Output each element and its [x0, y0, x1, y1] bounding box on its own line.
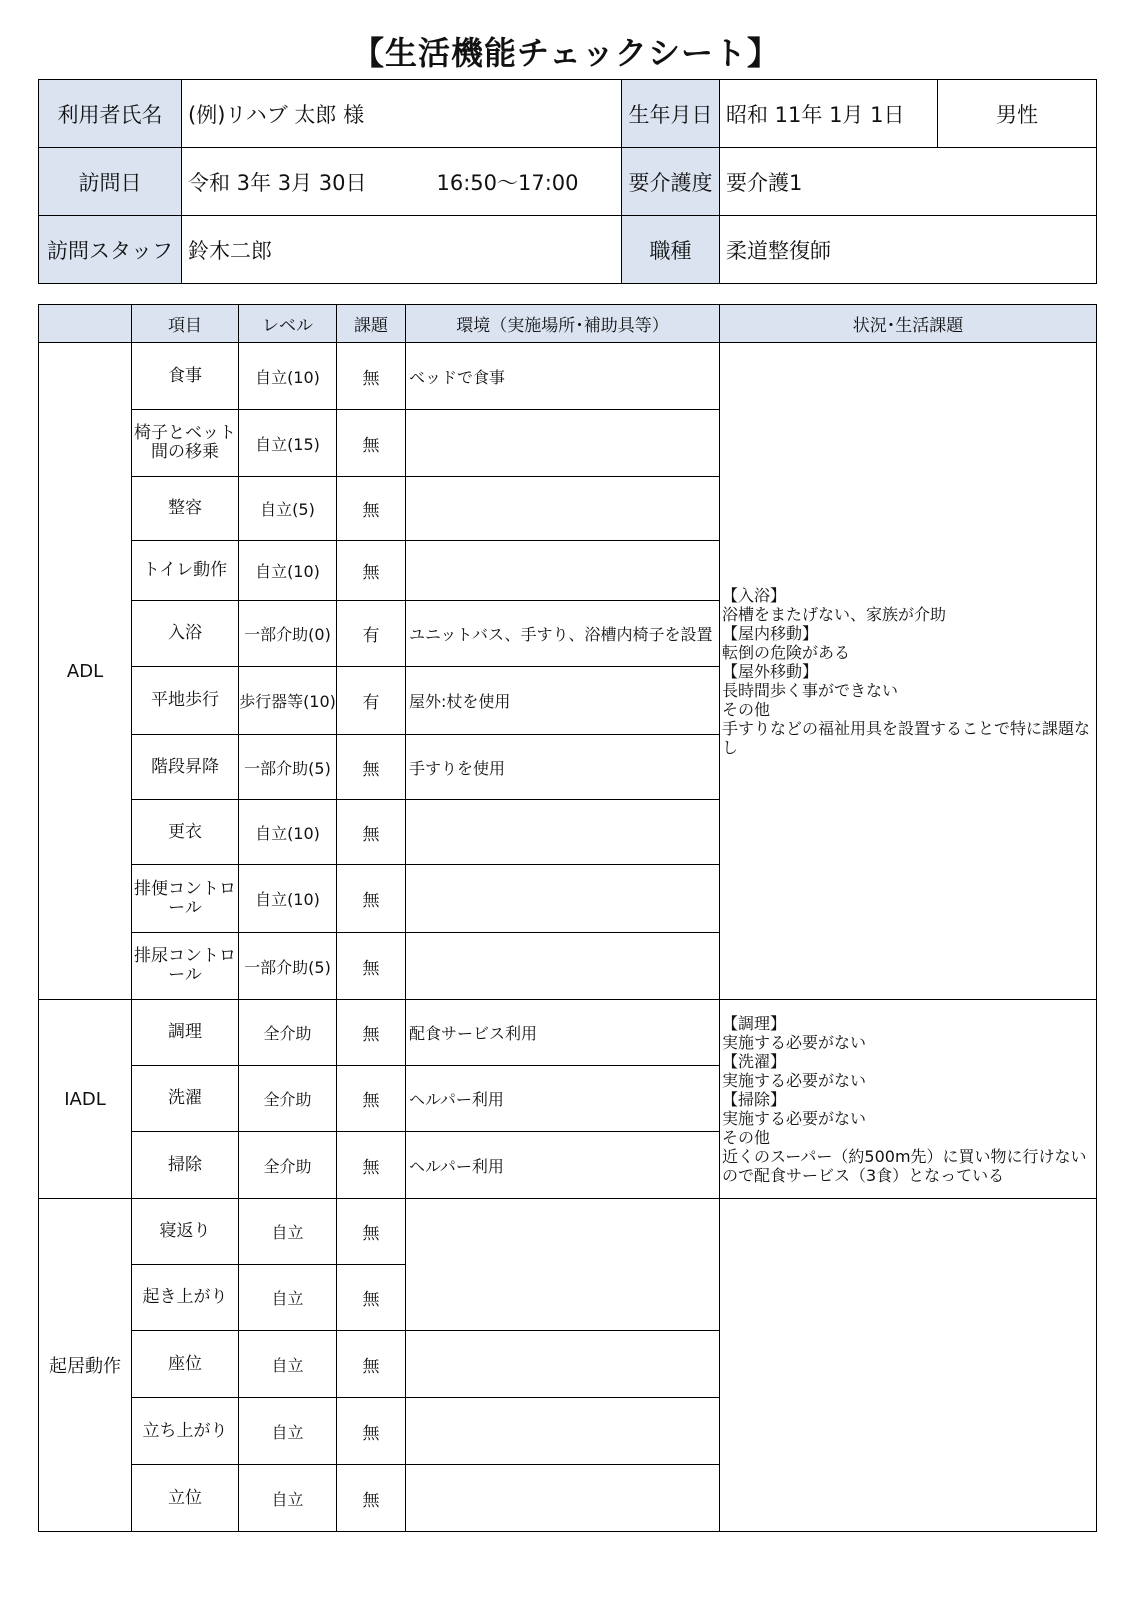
- env-cell: [406, 933, 720, 1000]
- env-cell: 配食サービス利用: [406, 1000, 720, 1066]
- issue-cell: 無: [337, 343, 406, 410]
- issue-cell: 有: [337, 667, 406, 735]
- issue-cell: 無: [337, 933, 406, 1000]
- item-cell: 調理: [132, 1000, 239, 1066]
- adl-section: [39, 343, 1097, 1000]
- item-cell: 更衣: [132, 800, 239, 865]
- header-level: レベル: [239, 305, 337, 343]
- item-cell: 入浴: [132, 601, 239, 667]
- visit-date-label: 訪問日: [39, 148, 182, 216]
- kikyo-situation-cell: [720, 1199, 1097, 1532]
- env-cell: ベッドで食事: [406, 343, 720, 410]
- issue-cell: 無: [337, 1465, 406, 1532]
- item-cell: 洗濯: [132, 1066, 239, 1132]
- env-cell: [406, 1398, 720, 1465]
- header-blank: [39, 305, 132, 343]
- item-cell: 排尿コントロール: [132, 933, 239, 1000]
- issue-cell: 無: [337, 1331, 406, 1398]
- table-row: [39, 1199, 1097, 1265]
- job-label: 職種: [622, 216, 720, 284]
- page-title: 【生活機能チェックシート】: [351, 34, 781, 72]
- level-cell: 全介助: [239, 1066, 337, 1132]
- adl-situation-cell: 【入浴】 浴槽をまたげない、家族が介助 【屋内移動】 転倒の危険がある 【屋外移動】 長時間歩く事ができない その他 手すりなどの福祉用具を設置することで特に課題なし: [720, 343, 1097, 1000]
- level-cell: 一部介助(5): [239, 735, 337, 800]
- item-cell: 平地歩行: [132, 667, 239, 735]
- item-cell: トイレ動作: [132, 541, 239, 601]
- info-table: [38, 79, 1097, 284]
- header-situation: 状況･生活課題: [720, 305, 1097, 343]
- issue-cell: 無: [337, 1000, 406, 1066]
- env-cell: ユニットバス、手すり、浴槽内椅子を設置: [406, 601, 720, 667]
- issue-cell: 無: [337, 800, 406, 865]
- env-cell: [406, 410, 720, 477]
- item-cell: 起き上がり: [132, 1265, 239, 1331]
- care-level-label: 要介護度: [622, 148, 720, 216]
- item-cell: 立位: [132, 1465, 239, 1532]
- visit-time-value: 16:50〜17:00: [436, 170, 579, 195]
- env-cell: [406, 1331, 720, 1398]
- visit-date-cell: [182, 148, 622, 216]
- item-cell: 座位: [132, 1331, 239, 1398]
- issue-cell: 無: [337, 735, 406, 800]
- issue-cell: 無: [337, 477, 406, 541]
- env-cell: [406, 1465, 720, 1532]
- header-issue: 課題: [337, 305, 406, 343]
- level-cell: 一部介助(0): [239, 601, 337, 667]
- issue-cell: 無: [337, 410, 406, 477]
- level-cell: 自立: [239, 1199, 337, 1265]
- level-cell: 自立: [239, 1465, 337, 1532]
- table-row: [39, 343, 1097, 410]
- issue-cell: 無: [337, 865, 406, 933]
- care-level-value: 要介護1: [720, 148, 1097, 216]
- env-cell: [406, 1199, 720, 1331]
- header-env: 環境（実施場所･補助具等）: [406, 305, 720, 343]
- table-row: [39, 1000, 1097, 1066]
- item-cell: 整容: [132, 477, 239, 541]
- env-cell: [406, 541, 720, 601]
- kikyo-section: [39, 1199, 1097, 1532]
- issue-cell: 無: [337, 1265, 406, 1331]
- user-name-label: 利用者氏名: [39, 80, 182, 148]
- level-cell: 自立: [239, 1265, 337, 1331]
- level-cell: 歩行器等(10): [239, 667, 337, 735]
- level-cell: 自立(10): [239, 343, 337, 410]
- gender-value: 男性: [938, 80, 1097, 148]
- iadl-section: [39, 1000, 1097, 1199]
- staff-value: 鈴木二郎: [182, 216, 622, 284]
- birthdate-label: 生年月日: [622, 80, 720, 148]
- header-item: 項目: [132, 305, 239, 343]
- level-cell: 自立: [239, 1331, 337, 1398]
- level-cell: 自立(10): [239, 800, 337, 865]
- level-cell: 全介助: [239, 1132, 337, 1199]
- iadl-situation-cell: 【調理】 実施する必要がない 【洗濯】 実施する必要がない 【掃除】 実施する必要がない その他 近くのスーパー（約500m先）に買い物に行けないので配食サービス（3食）となっている: [720, 1000, 1097, 1199]
- item-cell: 階段昇降: [132, 735, 239, 800]
- env-cell: 屋外:杖を使用: [406, 667, 720, 735]
- env-cell: 手すりを使用: [406, 735, 720, 800]
- kikyo-category-label: 起居動作: [39, 1199, 132, 1532]
- item-cell: 立ち上がり: [132, 1398, 239, 1465]
- issue-cell: 有: [337, 601, 406, 667]
- item-cell: 寝返り: [132, 1199, 239, 1265]
- issue-cell: 無: [337, 1066, 406, 1132]
- env-cell: [406, 477, 720, 541]
- visit-date-value: 令和 3年 3月 30日: [188, 170, 367, 195]
- issue-cell: 無: [337, 1398, 406, 1465]
- birthdate-value: 昭和 11年 1月 1日: [720, 80, 938, 148]
- level-cell: 全介助: [239, 1000, 337, 1066]
- function-check-table: [38, 304, 1097, 1532]
- user-name-value: (例)リハブ 太郎 様: [182, 80, 622, 148]
- item-cell: 掃除: [132, 1132, 239, 1199]
- issue-cell: 無: [337, 1132, 406, 1199]
- iadl-category-label: IADL: [39, 1000, 132, 1199]
- level-cell: 一部介助(5): [239, 933, 337, 1000]
- level-cell: 自立(5): [239, 477, 337, 541]
- item-cell: 椅子とベット間の移乗: [132, 410, 239, 477]
- env-cell: ヘルパー利用: [406, 1132, 720, 1199]
- item-cell: 排便コントロール: [132, 865, 239, 933]
- item-cell: 食事: [132, 343, 239, 410]
- level-cell: 自立(10): [239, 541, 337, 601]
- issue-cell: 無: [337, 541, 406, 601]
- env-cell: [406, 865, 720, 933]
- env-cell: [406, 800, 720, 865]
- adl-category-label: ADL: [39, 343, 132, 1000]
- level-cell: 自立(10): [239, 865, 337, 933]
- job-value: 柔道整復師: [720, 216, 1097, 284]
- staff-label: 訪問スタッフ: [39, 216, 182, 284]
- env-cell: ヘルパー利用: [406, 1066, 720, 1132]
- issue-cell: 無: [337, 1199, 406, 1265]
- level-cell: 自立: [239, 1398, 337, 1465]
- level-cell: 自立(15): [239, 410, 337, 477]
